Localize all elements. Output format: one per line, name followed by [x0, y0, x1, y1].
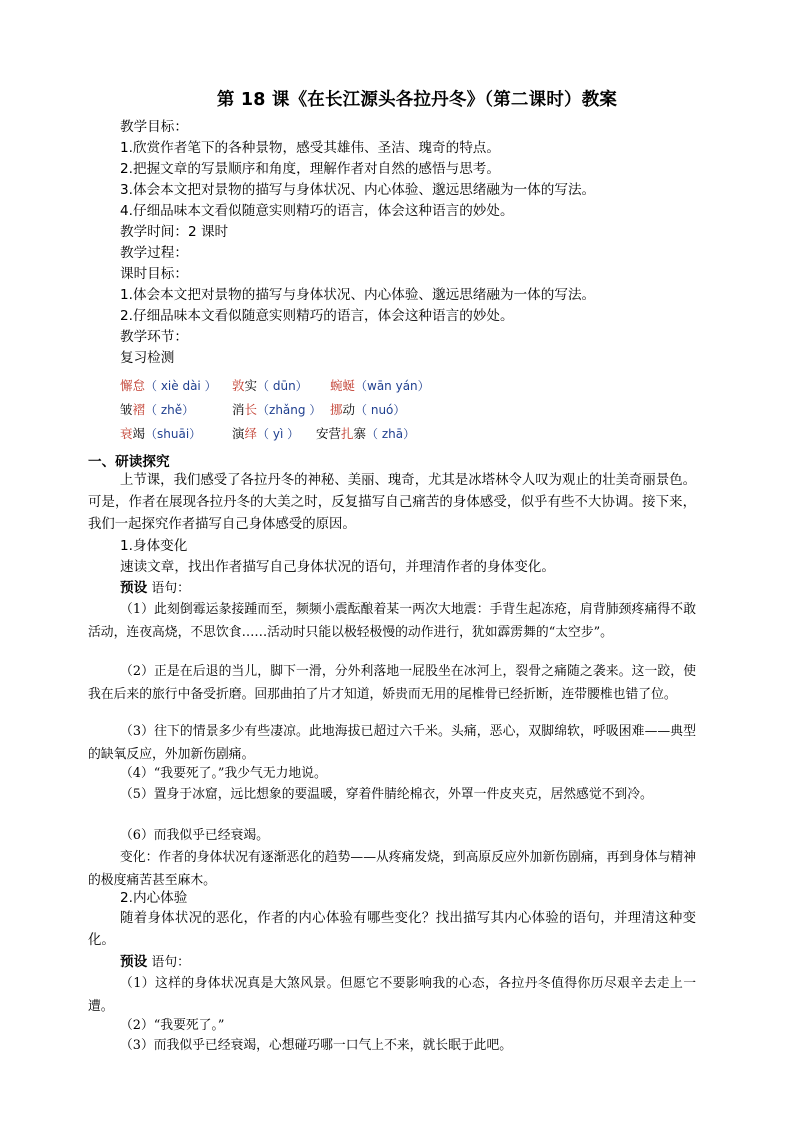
- vocab-item: 懈怠（ xiè dài ）: [120, 378, 217, 393]
- change-paragraph: 变化：作者的身体状况有逐渐恶化的趋势——从疼痛发烧，到高原反应外加新伤剧痛，再到身体与精神的极度痛苦甚至麻木。: [88, 850, 696, 888]
- subsection-task: 速读文章，找出作者描写自己身体状况的语句，并理清作者的身体变化。: [120, 559, 555, 575]
- objectives-label: 教学目标：: [120, 119, 188, 135]
- mind-quote: （2）“我要死了。”: [120, 1018, 225, 1033]
- vocab-item: 安营扎寨（ zhā）: [316, 426, 416, 441]
- vocab-item: 蜿蜒（wān yán）: [330, 378, 430, 393]
- subsection-title: 1.身体变化: [120, 538, 188, 554]
- review-label: 复习检测: [120, 350, 175, 366]
- lesson-goal-label: 课时目标：: [120, 266, 188, 282]
- preset-line: 预设 语句：: [120, 580, 190, 596]
- subsection-task: 随着身体状况的恶化，作者的内心体验有哪些变化？找出描写其内心体验的语句，并理清这种变化。: [88, 911, 696, 948]
- mind-quote: （3）而我似乎已经衰竭，心想碰巧哪一口气上不来，就长眠于此吧。: [120, 1038, 513, 1053]
- teaching-time: 教学时间：2 课时: [120, 224, 229, 240]
- body-quote: （5）置身于冰窟，远比想象的要温暖，穿着件腈纶棉衣，外罩一件皮夹克，居然感觉不到冷。: [120, 787, 653, 802]
- objective-item: 2.把握文章的写景顺序和角度，理解作者对自然的感悟与思考。: [120, 161, 500, 177]
- subsection-title: 2.内心体验: [120, 890, 188, 906]
- objective-item: 3.体会本文把对景物的描写与身体状况、内心体验、邈远思绪融为一体的写法。: [120, 182, 596, 198]
- section-heading: 一、研读探究: [88, 454, 170, 470]
- mind-quote: （1）这样的身体状况真是大煞风景。但愿它不要影响我的心态，各拉丹冬值得你历尽艰辛去走上一遭。: [88, 976, 696, 1014]
- document-title: 第 18 课《在长江源头各拉丹冬》（第二课时）教案: [216, 90, 618, 110]
- vocab-item: 演绎（ yì ）: [232, 426, 300, 441]
- lesson-goal-item: 2.仔细品味本文看似随意实则精巧的语言，体会这种语言的妙处。: [120, 308, 514, 324]
- intro-paragraph: 上节课，我们感受了各拉丹冬的神秘、美丽、瑰奇，尤其是冰塔林令人叹为观止的壮美奇丽景色。可是，作者在展现各拉丹冬的大美之时，反复描写自己痛苦的身体感受，似乎有些不大协调。接下来，我们一起探究作者描写自己身体感受的原因。: [88, 473, 696, 532]
- process-label: 教学过程：: [120, 245, 188, 261]
- body-quote: （3）往下的情景多少有些凄凉。此地海拔已超过六千米。头痛，恶心，双脚绵软，呼吸困难——典型的缺氧反应，外加新伤剧痛。: [88, 724, 696, 762]
- body-quote: （6）而我似乎已经衰竭。: [120, 828, 269, 843]
- steps-label: 教学环节：: [120, 329, 188, 345]
- objective-item: 1.欣赏作者笔下的各种景物，感受其雄伟、圣洁、瑰奇的特点。: [120, 140, 500, 156]
- body-quote: （1）此刻倒霉运彖接踵而至，频频小震酝酿着某一两次大地震：手背生起冻疮，肩背肺颈疼痛得不敢活动，连夜高烧，不思饮食……活动时只能以极轻极慢的动作进行，犹如霹雳舞的“太空步”。: [88, 602, 696, 640]
- objective-item: 4.仔细品味本文看似随意实则精巧的语言，体会这种语言的妙处。: [120, 203, 514, 219]
- vocab-item: 消长（zhǎng ）: [232, 402, 322, 417]
- body-quote: （2）正是在后退的当儿，脚下一滑，分外利落地一屁股坐在冰河上，裂骨之痛随之袭来。这一跤，使我在后来的旅行中备受折磨。回那曲拍了片才知道，娇贵而无用的尾椎骨已经折断，连带腰椎也错了位。: [88, 664, 696, 702]
- body-quote: （4）“我要死了。”我少气无力地说。: [120, 766, 327, 781]
- vocab-item: 挪动（ nuó）: [330, 402, 406, 417]
- vocab-item: 皱褶（ zhě）: [120, 402, 195, 417]
- vocab-item: 衰竭（shuāi）: [120, 426, 202, 441]
- preset-line: 预设 语句：: [120, 954, 190, 970]
- vocab-item: 敦实（ dūn）: [232, 378, 308, 393]
- lesson-goal-item: 1.体会本文把对景物的描写与身体状况、内心体验、邈远思绪融为一体的写法。: [120, 287, 596, 303]
